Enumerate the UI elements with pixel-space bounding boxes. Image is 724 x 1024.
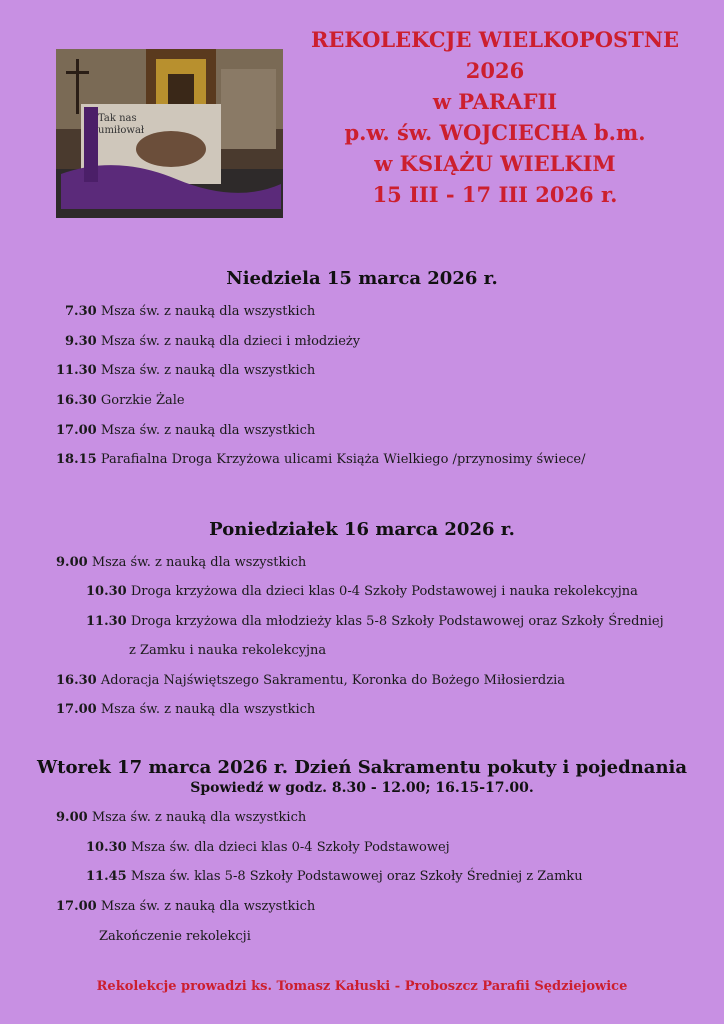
photo-banner-text: Tak nas bbox=[98, 113, 137, 124]
schedule-row bbox=[56, 555, 306, 570]
time: 17.00 bbox=[56, 702, 97, 717]
schedule-row bbox=[56, 810, 306, 825]
event: Gorzkie Żale bbox=[100, 393, 185, 408]
event: Msza św. z nauką dla wszystkich bbox=[100, 899, 316, 914]
time: 11.45 bbox=[86, 869, 127, 884]
time: 16.30 bbox=[56, 393, 97, 408]
schedule-row bbox=[56, 702, 315, 717]
section-subtitle: Spowiedź w godz. 8.30 - 12.00; 16.15-17.00. bbox=[190, 780, 534, 796]
header bbox=[290, 24, 700, 210]
schedule-row bbox=[86, 840, 450, 855]
time: 16.30 bbox=[56, 673, 97, 688]
event: Msza św. z nauką dla wszystkich bbox=[91, 555, 307, 570]
event: Msza św. z nauką dla wszystkich bbox=[100, 702, 316, 717]
schedule-row bbox=[86, 614, 664, 629]
schedule-row bbox=[86, 869, 583, 884]
section-title: Niedziela 15 marca 2026 r. bbox=[226, 268, 498, 289]
header-line: 15 III - 17 III 2026 r. bbox=[372, 182, 618, 207]
schedule-row bbox=[86, 584, 638, 599]
schedule-row bbox=[56, 393, 185, 408]
church-photo bbox=[56, 49, 283, 218]
schedule-row bbox=[56, 899, 315, 914]
header-line: p.w. św. WOJCIECHA b.m. bbox=[344, 120, 646, 145]
event: Msza św. z nauką dla wszystkich bbox=[91, 810, 307, 825]
footer-note: Rekolekcje prowadzi ks. Tomasz Kałuski - Proboszcz Parafii Sędziejowice bbox=[96, 979, 628, 994]
section-title: Poniedziałek 16 marca 2026 r. bbox=[209, 519, 515, 540]
event: Msza św. z nauką dla wszystkich bbox=[100, 423, 316, 438]
time: 17.00 bbox=[56, 899, 97, 914]
schedule-row bbox=[56, 363, 315, 378]
time: 10.30 bbox=[86, 840, 127, 855]
event: Adoracja Najświętszego Sakramentu, Koronka do Bożego Miłosierdzia bbox=[100, 673, 566, 688]
event: Droga krzyżowa dla dzieci klas 0-4 Szkoły Podstawowej i nauka rekolekcyjna bbox=[130, 584, 638, 599]
time: 10.30 bbox=[86, 584, 127, 599]
header-line: w PARAFII bbox=[432, 89, 558, 114]
event: Msza św. z nauką dla wszystkich bbox=[100, 363, 316, 378]
time: 18.15 bbox=[56, 452, 97, 467]
event: Msza św. dla dzieci klas 0-4 Szkoły Podstawowej bbox=[130, 840, 450, 855]
event: Msza św. z nauką dla wszystkich bbox=[100, 304, 316, 319]
schedule-row bbox=[65, 304, 315, 319]
schedule-row bbox=[99, 929, 251, 944]
header-line: w KSIĄŻU WIELKIM bbox=[374, 151, 616, 176]
schedule-row bbox=[56, 673, 565, 688]
schedule-row bbox=[56, 423, 315, 438]
time: 11.30 bbox=[86, 614, 127, 629]
schedule-row bbox=[65, 334, 360, 349]
header-line: REKOLEKCJE WIELKOPOSTNE 2026 bbox=[310, 27, 680, 83]
time: 11.30 bbox=[56, 363, 97, 378]
event: Parafialna Droga Krzyżowa ulicami Książa Wielkiego /przynosimy świece/ bbox=[100, 452, 586, 467]
event: z Zamku i nauka rekolekcyjna bbox=[129, 643, 327, 658]
time: 9.00 bbox=[56, 555, 88, 570]
event: Msza św. z nauką dla dzieci i młodzieży bbox=[100, 334, 361, 349]
event: Msza św. klas 5-8 Szkoły Podstawowej oraz Szkoły Średniej z Zamku bbox=[130, 869, 583, 884]
schedule-row bbox=[129, 643, 326, 658]
time: 9.30 bbox=[65, 334, 97, 349]
time: 9.00 bbox=[56, 810, 88, 825]
time: 17.00 bbox=[56, 423, 97, 438]
section-title: Wtorek 17 marca 2026 r. Dzień Sakramentu pokuty i pojednania bbox=[36, 757, 688, 778]
event: Droga krzyżowa dla młodzieży klas 5-8 Szkoły Podstawowej oraz Szkoły Średniej bbox=[130, 614, 664, 629]
event: Zakończenie rekolekcji bbox=[99, 929, 251, 944]
photo-banner-text-2: umiłował bbox=[98, 125, 145, 136]
time: 7.30 bbox=[65, 304, 97, 319]
schedule-row bbox=[56, 452, 586, 467]
